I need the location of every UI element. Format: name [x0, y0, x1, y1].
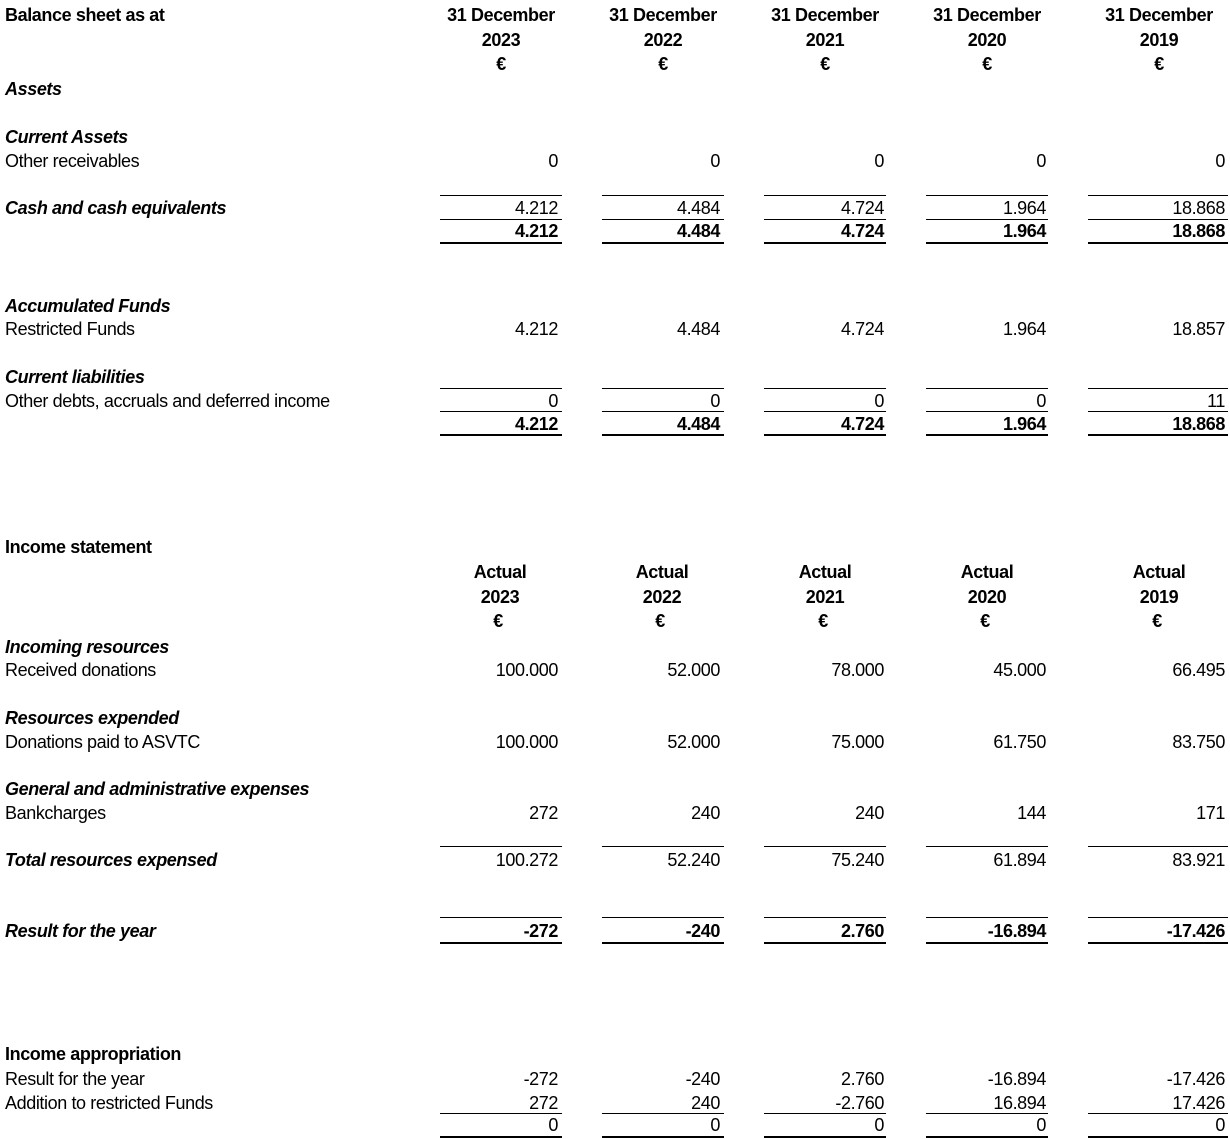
cash-label: Cash and cash equivalents: [5, 198, 227, 218]
appropriation-result-value: -16.894: [987, 1069, 1046, 1089]
subtotal-rule: [602, 195, 724, 196]
appropriation-result-value: -272: [523, 1069, 558, 1089]
donations-paid-label: Donations paid to ASVTC: [5, 732, 200, 752]
appropriation-total-value: 0: [1036, 1115, 1046, 1135]
appropriation-total-value: 0: [710, 1115, 720, 1135]
result-value: -17.426: [1166, 921, 1225, 941]
received-donations-value: 78.000: [831, 660, 884, 680]
subtotal-rule: [1088, 195, 1228, 196]
double-underline: [926, 434, 1048, 436]
double-underline: [440, 434, 562, 436]
donations-paid-value: 52.000: [667, 732, 720, 752]
double-underline: [764, 434, 886, 436]
result-value: -16.894: [987, 921, 1046, 941]
subtotal-rule: [440, 846, 562, 847]
double-underline: [440, 1136, 562, 1138]
double-underline: [440, 242, 562, 244]
subtotal-rule: [926, 195, 1048, 196]
bs-col-header-line1: 31 December: [447, 5, 555, 25]
bankcharges-value: 240: [855, 803, 884, 823]
total-rule: [1088, 411, 1228, 412]
addition-restricted-value: 272: [529, 1093, 558, 1113]
total-liabilities-value: 1.964: [1002, 414, 1046, 434]
appropriation-result-value: -240: [685, 1069, 720, 1089]
total-rule: [926, 411, 1048, 412]
is-col-header-year: 2019: [1139, 587, 1179, 607]
subtotal-rule: [1088, 917, 1228, 918]
bs-col-header-line1: 31 December: [1105, 5, 1213, 25]
is-col-header-currency: €: [655, 611, 665, 631]
appropriation-result-label: Result for the year: [5, 1069, 145, 1089]
result-value: -240: [685, 921, 720, 941]
double-underline: [926, 942, 1048, 944]
current-liabilities-heading: Current liabilities: [5, 367, 145, 387]
addition-restricted-value: 17.426: [1172, 1093, 1225, 1113]
appropriation-result-value: -17.426: [1166, 1069, 1225, 1089]
is-col-header-line1: Actual: [473, 562, 527, 582]
is-col-header-year: 2020: [967, 587, 1007, 607]
is-col-header-currency: €: [980, 611, 990, 631]
total-rule: [440, 411, 562, 412]
total-assets-value: 18.868: [1172, 221, 1225, 241]
is-col-header-year: 2023: [480, 587, 520, 607]
balance-sheet-title: Balance sheet as at: [5, 5, 165, 25]
resources-expended-heading: Resources expended: [5, 708, 179, 728]
bs-col-header-year: 2019: [1139, 30, 1179, 50]
subtotal-rule: [764, 388, 886, 389]
subtotal-rule: [602, 917, 724, 918]
is-col-header-currency: €: [1152, 611, 1162, 631]
total-expensed-value: 100.272: [495, 850, 558, 870]
general-admin-heading: General and administrative expenses: [5, 779, 310, 799]
restricted-funds-value: 4.484: [676, 319, 720, 339]
is-col-header-year: 2021: [805, 587, 845, 607]
received-donations-value: 100.000: [495, 660, 558, 680]
other-receivables-label: Other receivables: [5, 151, 140, 171]
other-debts-label: Other debts, accruals and deferred income: [5, 391, 330, 411]
received-donations-value: 52.000: [667, 660, 720, 680]
subtotal-rule: [440, 388, 562, 389]
addition-restricted-value: 240: [691, 1093, 720, 1113]
total-assets-value: 4.484: [676, 221, 720, 241]
bs-col-header-currency: €: [496, 54, 506, 74]
bs-col-header-line1: 31 December: [609, 5, 717, 25]
donations-paid-value: 61.750: [993, 732, 1046, 752]
restricted-funds-value: 1.964: [1002, 319, 1046, 339]
cash-value: 4.212: [514, 198, 558, 218]
double-underline: [602, 1136, 724, 1138]
bs-col-header-line1: 31 December: [771, 5, 879, 25]
appropriation-total-value: 0: [1215, 1115, 1225, 1135]
donations-paid-value: 100.000: [495, 732, 558, 752]
subtotal-rule: [764, 195, 886, 196]
bankcharges-value: 171: [1196, 803, 1225, 823]
bs-col-header-currency: €: [1154, 54, 1164, 74]
bs-col-header-currency: €: [820, 54, 830, 74]
double-underline: [1088, 1136, 1228, 1138]
other-debts-value: 0: [548, 391, 558, 411]
total-liabilities-value: 18.868: [1172, 414, 1225, 434]
bs-col-header-year: 2020: [967, 30, 1007, 50]
received-donations-label: Received donations: [5, 660, 156, 680]
total-rule: [764, 411, 886, 412]
total-assets-value: 4.724: [840, 221, 884, 241]
assets-heading: Assets: [5, 79, 62, 99]
total-expensed-value: 61.894: [993, 850, 1046, 870]
total-expensed-label: Total resources expensed: [5, 850, 217, 870]
is-col-header-year: 2022: [642, 587, 682, 607]
received-donations-value: 66.495: [1172, 660, 1225, 680]
bs-col-header-year: 2023: [481, 30, 521, 50]
subtotal-rule: [926, 846, 1048, 847]
addition-restricted-value: -2.760: [835, 1093, 884, 1113]
subtotal-rule: [602, 388, 724, 389]
cash-value: 4.484: [676, 198, 720, 218]
bankcharges-value: 272: [529, 803, 558, 823]
other-receivables-value: 0: [548, 151, 558, 171]
other-receivables-value: 0: [1036, 151, 1046, 171]
bs-col-header-currency: €: [658, 54, 668, 74]
subtotal-rule: [440, 917, 562, 918]
appropriation-total-value: 0: [548, 1115, 558, 1135]
bs-col-header-year: 2022: [643, 30, 683, 50]
total-assets-value: 1.964: [1002, 221, 1046, 241]
subtotal-rule: [602, 846, 724, 847]
received-donations-value: 45.000: [993, 660, 1046, 680]
is-col-header-line1: Actual: [960, 562, 1014, 582]
is-col-header-currency: €: [818, 611, 828, 631]
is-col-header-currency: €: [493, 611, 503, 631]
subtotal-rule: [926, 917, 1048, 918]
double-underline: [926, 242, 1048, 244]
restricted-funds-value: 18.857: [1172, 319, 1225, 339]
bs-col-header-currency: €: [982, 54, 992, 74]
other-receivables-value: 0: [874, 151, 884, 171]
restricted-funds-value: 4.212: [514, 319, 558, 339]
income-statement-title: Income statement: [5, 537, 152, 557]
result-value: -272: [523, 921, 558, 941]
other-debts-value: 0: [710, 391, 720, 411]
double-underline: [764, 1136, 886, 1138]
restricted-funds-label: Restricted Funds: [5, 319, 135, 339]
double-underline: [1088, 942, 1228, 944]
addition-restricted-value: 16.894: [993, 1093, 1046, 1113]
total-liabilities-value: 4.212: [514, 414, 558, 434]
current-assets-heading: Current Assets: [5, 127, 128, 147]
double-underline: [764, 942, 886, 944]
other-debts-value: 0: [1036, 391, 1046, 411]
other-debts-value: 11: [1207, 391, 1225, 411]
total-expensed-value: 52.240: [667, 850, 720, 870]
income-appropriation-title: Income appropriation: [5, 1044, 182, 1064]
other-debts-value: 0: [874, 391, 884, 411]
double-underline: [602, 434, 724, 436]
result-label: Result for the year: [5, 921, 156, 941]
double-underline: [926, 1136, 1048, 1138]
donations-paid-value: 83.750: [1172, 732, 1225, 752]
double-underline: [1088, 242, 1228, 244]
subtotal-rule: [1088, 846, 1228, 847]
subtotal-rule: [764, 917, 886, 918]
result-value: 2.760: [840, 921, 884, 941]
cash-value: 1.964: [1002, 198, 1046, 218]
subtotal-rule: [1088, 388, 1228, 389]
total-assets-value: 4.212: [514, 221, 558, 241]
total-rule: [602, 411, 724, 412]
bankcharges-label: Bankcharges: [5, 803, 106, 823]
accumulated-funds-heading: Accumulated Funds: [5, 296, 171, 316]
total-liabilities-value: 4.484: [676, 414, 720, 434]
other-receivables-value: 0: [1215, 151, 1225, 171]
is-col-header-line1: Actual: [1132, 562, 1186, 582]
addition-restricted-label: Addition to restricted Funds: [5, 1093, 213, 1113]
double-underline: [764, 242, 886, 244]
double-underline: [602, 242, 724, 244]
double-underline: [602, 942, 724, 944]
restricted-funds-value: 4.724: [840, 319, 884, 339]
is-col-header-line1: Actual: [635, 562, 689, 582]
appropriation-total-value: 0: [874, 1115, 884, 1135]
bs-col-header-line1: 31 December: [933, 5, 1041, 25]
subtotal-rule: [926, 388, 1048, 389]
donations-paid-value: 75.000: [831, 732, 884, 752]
appropriation-result-value: 2.760: [840, 1069, 884, 1089]
total-expensed-value: 83.921: [1172, 850, 1225, 870]
bs-col-header-year: 2021: [805, 30, 845, 50]
subtotal-rule: [440, 195, 562, 196]
total-expensed-value: 75.240: [831, 850, 884, 870]
cash-value: 18.868: [1172, 198, 1225, 218]
incoming-resources-heading: Incoming resources: [5, 637, 169, 657]
bankcharges-value: 240: [691, 803, 720, 823]
cash-value: 4.724: [840, 198, 884, 218]
is-col-header-line1: Actual: [798, 562, 852, 582]
other-receivables-value: 0: [710, 151, 720, 171]
double-underline: [440, 942, 562, 944]
bankcharges-value: 144: [1017, 803, 1046, 823]
double-underline: [1088, 434, 1228, 436]
total-liabilities-value: 4.724: [840, 414, 884, 434]
subtotal-rule: [764, 846, 886, 847]
